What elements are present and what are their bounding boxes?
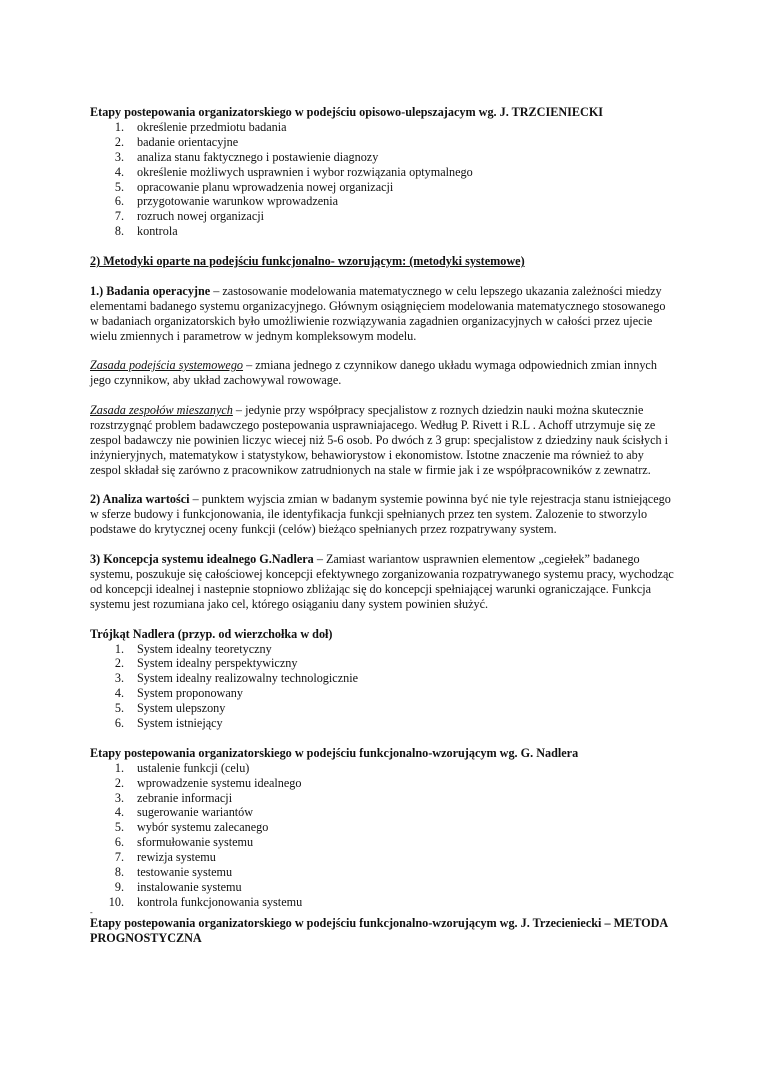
list-item: 4. sugerowanie wariantów	[114, 805, 254, 820]
section-title-trojkat: Trójkąt Nadlera (przyp. od wierzchołka w doł)	[90, 626, 333, 641]
list-item: 5. System ulepszony	[114, 701, 226, 716]
stage-list-nadler	[90, 761, 674, 910]
list-item: 4. System proponowany	[114, 686, 243, 701]
paragraph-badania-operacyjne: 1.) Badania operacyjne – zastosowanie modelowania matematycznego w celu lepszego ukazania zależności miedzy elementami badanego systemu organizacyjnego. Głównym osiągnięciem modelowania matematycznego stosowanego w badaniach organizatorskich było umożliwienie rozwiązywania zagadnien organizacyjnych w całości przez ujecie wielu zmiennych i parametrow w jednym kompleksowym modelu.	[90, 283, 666, 343]
list-item: 1. System idealny teoretyczny	[114, 641, 272, 656]
trojkat-list	[90, 642, 674, 731]
paragraph-koncepcja-nadlera: 3) Koncepcja systemu idealnego G.Nadlera – Zamiast wariantow usprawnien elementow „cegiełek” badanego systemu, poszukuje się całościowej koncepcji efektywnego zorganizowania rozpatrywanego systemu pracy, wychodząc od koncepcji idealnej i nastepnie stopniowo zbliżając się do koncepcji spełniającej warunki ograniczające. Funkcja systemu jest rozumiana jako cel, którego osiąganiu dany system powinien służyć.	[90, 552, 674, 611]
dash-mark: -	[90, 907, 93, 917]
stage-list-trzcieniecki	[90, 120, 674, 239]
list-item: 9. instalowanie systemu	[114, 880, 242, 894]
list-item: 3. analiza stanu faktycznego i postawienie diagnozy	[114, 149, 379, 164]
list-item: 8. testowanie systemu	[114, 865, 233, 880]
paragraph-zasada-podejscia: Zasada podejścia systemowego – zmiana jednego z czynnikow danego układu wymaga odpowiednich zmian innych jego czynnikow, aby układ zachowywal rowowage.	[90, 358, 657, 388]
section-title-nadler: Etapy postepowania organizatorskiego w podejściu funkcjonalno-wzorującym wg. G. Nadlera	[90, 745, 579, 760]
list-item: 2. badanie orientacyjne	[114, 134, 239, 149]
list-item: 2. System idealny perspektywiczny	[114, 656, 298, 671]
list-item: 7. rewizja systemu	[114, 850, 216, 865]
section-title-metodyki: 2) Metodyki oparte na podejściu funkcjonalno- wzorującym: (metodyki systemowe)	[90, 254, 525, 269]
document-content	[90, 105, 674, 946]
list-item: 6. przygotowanie warunkow wprowadzenia	[114, 194, 339, 209]
list-item: 5. wybór systemu zalecanego	[114, 820, 269, 835]
list-item: 3. System idealny realizowalny technologicznie	[114, 671, 358, 686]
list-item: 6. System istniejący	[114, 716, 223, 731]
list-item: 10. kontrola funkcjonowania systemu	[108, 894, 303, 909]
paragraph-zasada-zespolow: Zasada zespołów mieszanych – jedynie przy współpracy specjalistow z roznych dziedzin nauki można skutecznie rozstrzygnąć problem badawczego postepowania usprawniajacego. Według P. Rivett i R.L . Achoff utrzymuje się ze zespol badawczy nie powinien liczyc wiecej niż 5-6 osob. Po dwóch z 3 grup: specjalistow z dziedziny nauk ścisłych i inżynieryjnych, matematykow i statystykow, behawiorystow i ekonomistow. Istotne znaczenie ma również to aby zespol składał się zarówno z pracownikow zatrudnionych na stale w firmie jak i ze współpracowników z zewnatrz.	[90, 403, 669, 477]
list-item: 6. sformułowanie systemu	[114, 835, 254, 850]
section-title-prognostyczna: Etapy postepowania organizatorskiego w podejściu funkcjonalno-wzorującym wg. J. Trzecieniecki – METODA PROGNOSTYCZNA	[90, 915, 668, 945]
list-item: 1. ustalenie funkcji (celu)	[114, 760, 250, 775]
paragraph-analiza-wartosci: 2) Analiza wartości – punktem wyjscia zmian w badanym systemie powinna być nie tyle rejestracja stanu istniejącego w sferze budowy i funkcjonowania, ile identyfikacja funkcji spełnianych przez ten system. Zalozenie to stworzylo podstawe do krytycznej oceny funkcji (celów) bieżąco spełnianych przez rozpatrywany system.	[90, 492, 671, 537]
list-item: 4. określenie możliwych usprawnien i wybor rozwiązania optymalnego	[114, 164, 473, 179]
list-item: 2. wprowadzenie systemu idealnego	[114, 775, 302, 790]
list-item: 1. określenie przedmiotu badania	[114, 119, 287, 134]
list-item: 7. rozruch nowej organizacji	[114, 209, 265, 224]
list-item: 8. kontrola	[114, 224, 178, 239]
list-item: 5. opracowanie planu wprowadzenia nowej organizacji	[114, 179, 394, 194]
list-item: 3. zebranie informacji	[114, 790, 233, 805]
section-title-trzcieniecki: Etapy postepowania organizatorskiego w podejściu opisowo-ulepszajacym wg. J. TRZCIENIECKI	[90, 105, 604, 119]
